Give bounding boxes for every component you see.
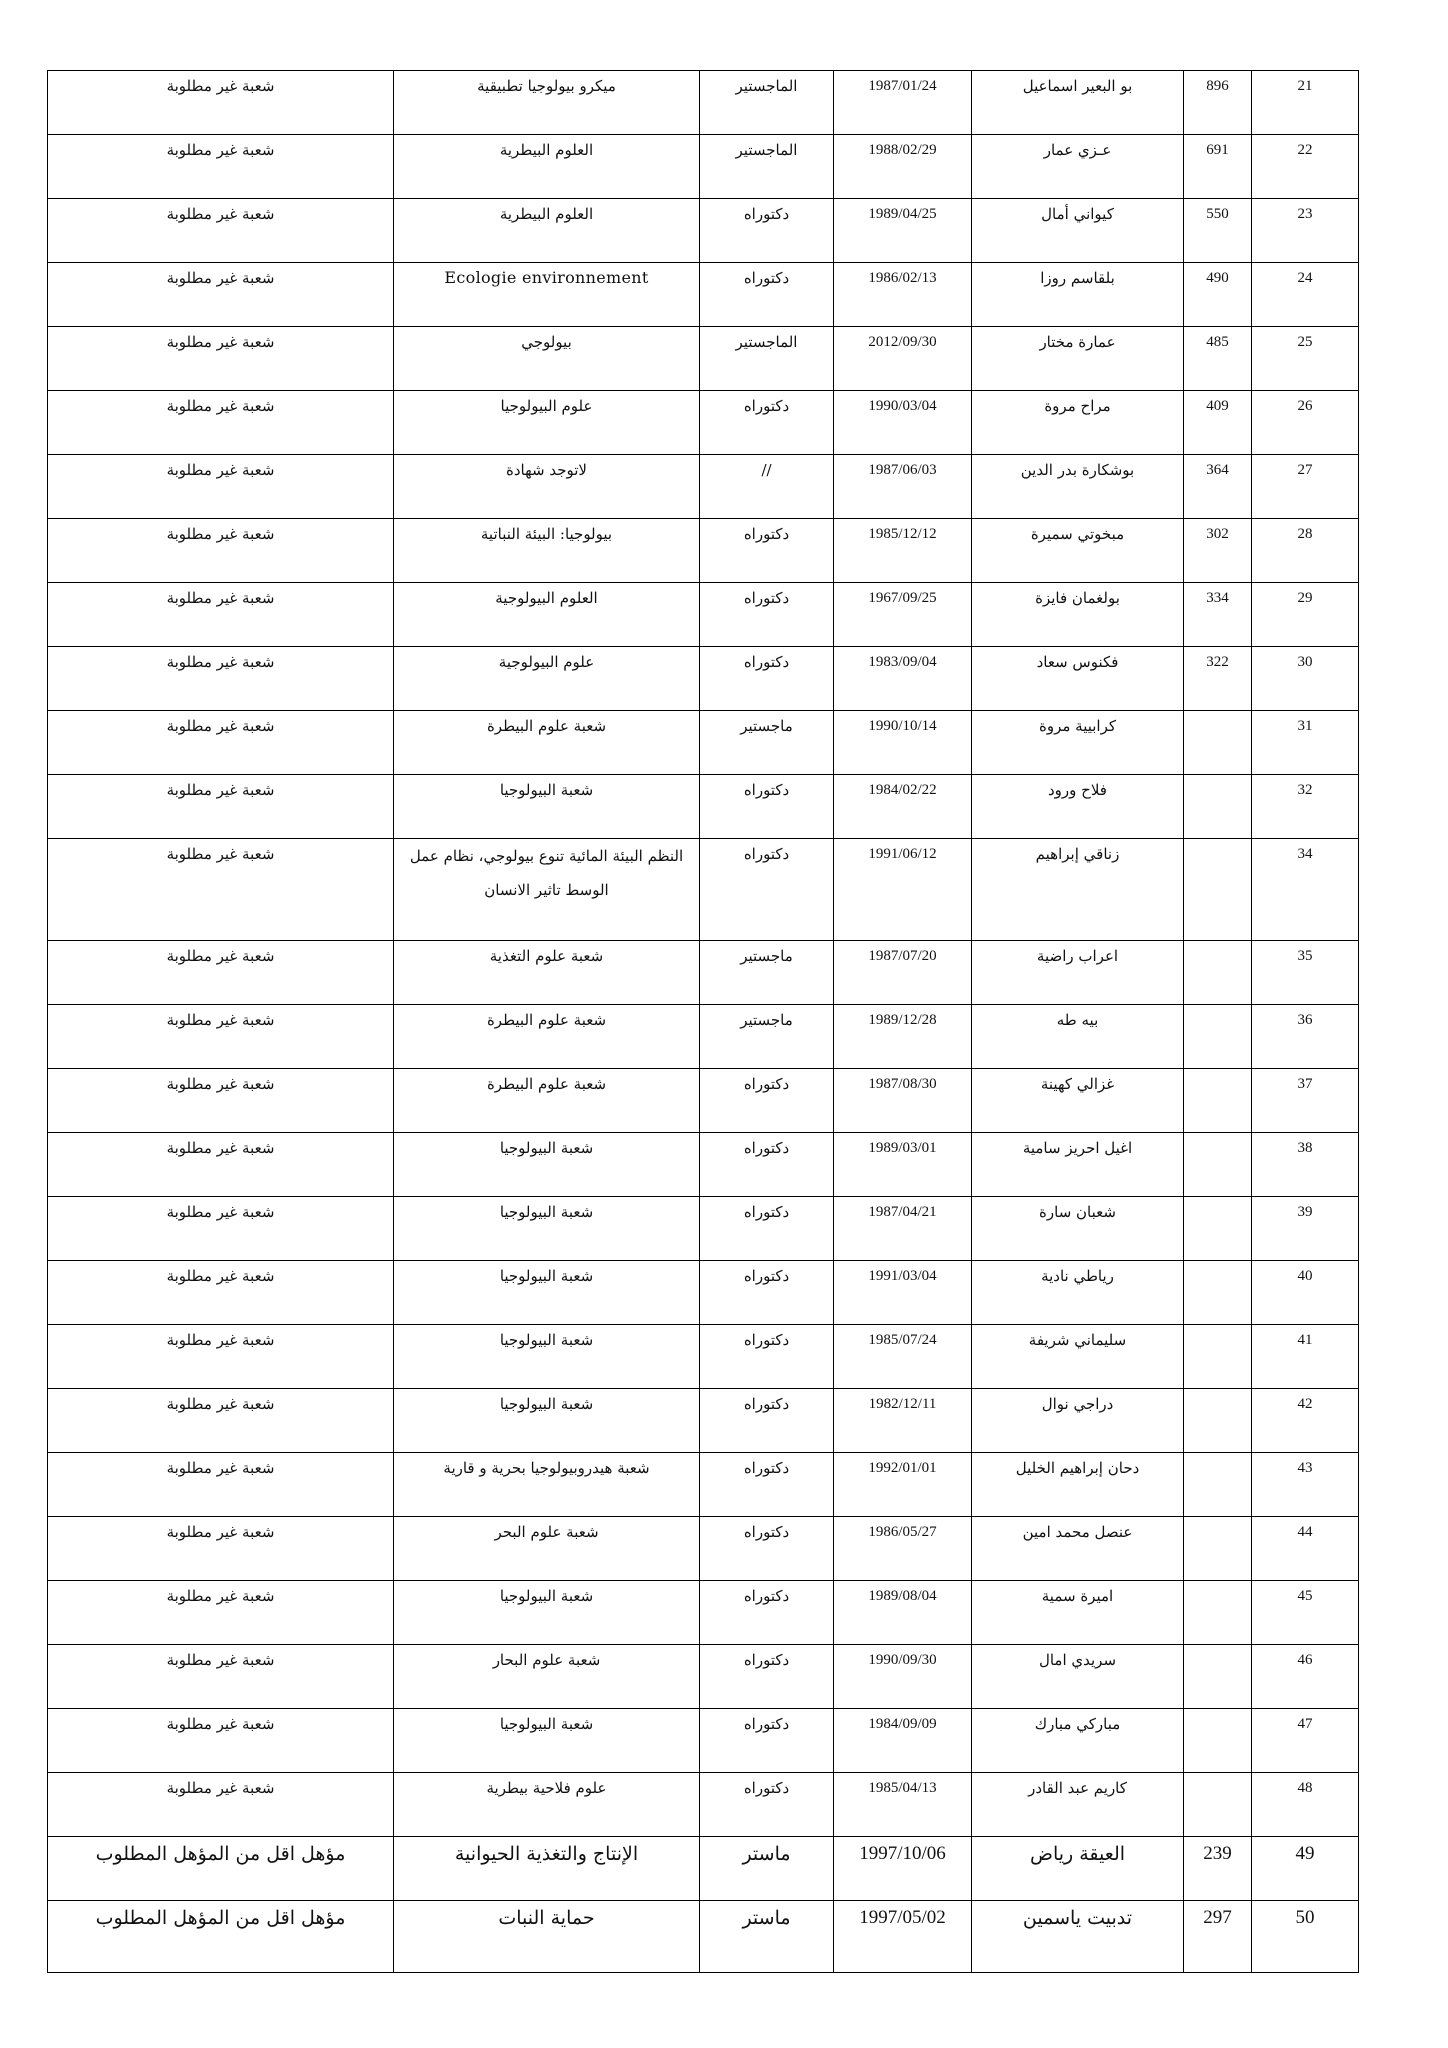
status-cell: شعبة غير مطلوبة bbox=[48, 1133, 394, 1197]
status-cell: مؤهل اقل من المؤهل المطلوب bbox=[48, 1837, 394, 1901]
row-index-cell: 40 bbox=[1252, 1261, 1359, 1325]
row-index-cell: 43 bbox=[1252, 1453, 1359, 1517]
number-cell bbox=[1184, 1453, 1252, 1517]
row-index-cell: 37 bbox=[1252, 1069, 1359, 1133]
table-row bbox=[48, 1069, 1359, 1133]
row-index-cell: 22 bbox=[1252, 135, 1359, 199]
name-cell: اغيل احريز سامية bbox=[972, 1133, 1184, 1197]
number-cell bbox=[1184, 1325, 1252, 1389]
status-cell: مؤهل اقل من المؤهل المطلوب bbox=[48, 1901, 394, 1973]
table-row bbox=[48, 1709, 1359, 1773]
specialty-cell: بيولوجي bbox=[394, 327, 700, 391]
number-cell bbox=[1184, 1389, 1252, 1453]
specialty-cell: Ecologie environnement bbox=[394, 263, 700, 327]
row-index-cell: 50 bbox=[1252, 1901, 1359, 1973]
number-cell bbox=[1184, 941, 1252, 1005]
number-cell bbox=[1184, 1773, 1252, 1837]
degree-cell: ماجستير bbox=[700, 711, 834, 775]
status-cell: شعبة غير مطلوبة bbox=[48, 391, 394, 455]
status-cell: شعبة غير مطلوبة bbox=[48, 1645, 394, 1709]
specialty-cell: شعبة البيولوجيا bbox=[394, 775, 700, 839]
row-index-cell: 38 bbox=[1252, 1133, 1359, 1197]
number-cell bbox=[1184, 711, 1252, 775]
status-cell: شعبة غير مطلوبة bbox=[48, 1389, 394, 1453]
status-cell: شعبة غير مطلوبة bbox=[48, 263, 394, 327]
specialty-cell: علوم فلاحية بيطرية bbox=[394, 1773, 700, 1837]
row-index-cell: 36 bbox=[1252, 1005, 1359, 1069]
birth-date-cell: 1987/01/24 bbox=[834, 71, 972, 135]
name-cell: كاريم عبد القادر bbox=[972, 1773, 1184, 1837]
degree-cell: دكتوراه bbox=[700, 1133, 834, 1197]
specialty-cell: شعبة علوم البيطرة bbox=[394, 1005, 700, 1069]
degree-cell: الماجستير bbox=[700, 327, 834, 391]
number-cell: 239 bbox=[1184, 1837, 1252, 1901]
specialty-cell: الإنتاج والتغذية الحيوانية bbox=[394, 1837, 700, 1901]
table-row bbox=[48, 135, 1359, 199]
birth-date-cell: 1984/02/22 bbox=[834, 775, 972, 839]
degree-cell: دكتوراه bbox=[700, 1581, 834, 1645]
status-cell: شعبة غير مطلوبة bbox=[48, 519, 394, 583]
status-cell: شعبة غير مطلوبة bbox=[48, 1197, 394, 1261]
degree-cell: دكتوراه bbox=[700, 199, 834, 263]
birth-date-cell: 1987/07/20 bbox=[834, 941, 972, 1005]
status-cell: شعبة غير مطلوبة bbox=[48, 1709, 394, 1773]
birth-date-cell: 1990/09/30 bbox=[834, 1645, 972, 1709]
status-cell: شعبة غير مطلوبة bbox=[48, 1069, 394, 1133]
name-cell: شعبان سارة bbox=[972, 1197, 1184, 1261]
degree-cell: دكتوراه bbox=[700, 1325, 834, 1389]
number-cell bbox=[1184, 1261, 1252, 1325]
degree-cell: دكتوراه bbox=[700, 1069, 834, 1133]
degree-cell: دكتوراه bbox=[700, 1197, 834, 1261]
name-cell: عنصل محمد امين bbox=[972, 1517, 1184, 1581]
number-cell bbox=[1184, 775, 1252, 839]
table-row bbox=[48, 391, 1359, 455]
name-cell: مباركي مبارك bbox=[972, 1709, 1184, 1773]
degree-cell: ماجستير bbox=[700, 941, 834, 1005]
status-cell: شعبة غير مطلوبة bbox=[48, 1453, 394, 1517]
birth-date-cell: 1987/08/30 bbox=[834, 1069, 972, 1133]
birth-date-cell: 1990/10/14 bbox=[834, 711, 972, 775]
row-index-cell: 24 bbox=[1252, 263, 1359, 327]
table-row bbox=[48, 839, 1359, 941]
birth-date-cell: 1989/12/28 bbox=[834, 1005, 972, 1069]
specialty-cell: شعبة البيولوجيا bbox=[394, 1389, 700, 1453]
degree-cell: الماجستير bbox=[700, 71, 834, 135]
row-index-cell: 35 bbox=[1252, 941, 1359, 1005]
specialty-cell: شعبة البيولوجيا bbox=[394, 1325, 700, 1389]
name-cell: عـزي عمار bbox=[972, 135, 1184, 199]
status-cell: شعبة غير مطلوبة bbox=[48, 1581, 394, 1645]
status-cell: شعبة غير مطلوبة bbox=[48, 327, 394, 391]
row-index-cell: 49 bbox=[1252, 1837, 1359, 1901]
specialty-cell: شعبة علوم التغذية bbox=[394, 941, 700, 1005]
status-cell: شعبة غير مطلوبة bbox=[48, 941, 394, 1005]
specialty-cell: بيولوجيا: البيئة النباتية bbox=[394, 519, 700, 583]
birth-date-cell: 1983/09/04 bbox=[834, 647, 972, 711]
number-cell: 297 bbox=[1184, 1901, 1252, 1973]
name-cell: كرابيية مروة bbox=[972, 711, 1184, 775]
row-index-cell: 26 bbox=[1252, 391, 1359, 455]
table-row bbox=[48, 1837, 1359, 1901]
birth-date-cell: 1985/04/13 bbox=[834, 1773, 972, 1837]
degree-cell: دكتوراه bbox=[700, 583, 834, 647]
birth-date-cell: 1992/01/01 bbox=[834, 1453, 972, 1517]
status-cell: شعبة غير مطلوبة bbox=[48, 1325, 394, 1389]
number-cell: 364 bbox=[1184, 455, 1252, 519]
name-cell: اميرة سمية bbox=[972, 1581, 1184, 1645]
name-cell: فلاح ورود bbox=[972, 775, 1184, 839]
table-row bbox=[48, 1453, 1359, 1517]
degree-cell: ماستر bbox=[700, 1837, 834, 1901]
row-index-cell: 34 bbox=[1252, 839, 1359, 941]
name-cell: بلقاسم روزا bbox=[972, 263, 1184, 327]
status-cell: شعبة غير مطلوبة bbox=[48, 1005, 394, 1069]
specialty-cell: العلوم البيطرية bbox=[394, 199, 700, 263]
degree-cell: دكتوراه bbox=[700, 391, 834, 455]
birth-date-cell: 1988/02/29 bbox=[834, 135, 972, 199]
specialty-cell: العلوم البيطرية bbox=[394, 135, 700, 199]
name-cell: بولغمان فايزة bbox=[972, 583, 1184, 647]
status-cell: شعبة غير مطلوبة bbox=[48, 839, 394, 941]
birth-date-cell: 1967/09/25 bbox=[834, 583, 972, 647]
birth-date-cell: 1986/02/13 bbox=[834, 263, 972, 327]
status-cell: شعبة غير مطلوبة bbox=[48, 647, 394, 711]
status-cell: شعبة غير مطلوبة bbox=[48, 199, 394, 263]
specialty-cell: النظم البيئة المائية تنوع بيولوجي، نظام عمل الوسط تاثير الانسان bbox=[394, 839, 700, 941]
table-row bbox=[48, 1517, 1359, 1581]
specialty-cell: شعبة البيولوجيا bbox=[394, 1261, 700, 1325]
table-row bbox=[48, 1645, 1359, 1709]
table-row bbox=[48, 1389, 1359, 1453]
specialty-cell: شعبة البيولوجيا bbox=[394, 1133, 700, 1197]
specialty-cell: شعبة علوم البحر bbox=[394, 1517, 700, 1581]
name-cell: عمارة مختار bbox=[972, 327, 1184, 391]
number-cell: 550 bbox=[1184, 199, 1252, 263]
specialty-cell: شعبة علوم البيطرة bbox=[394, 1069, 700, 1133]
name-cell: دراجي نوال bbox=[972, 1389, 1184, 1453]
row-index-cell: 31 bbox=[1252, 711, 1359, 775]
number-cell bbox=[1184, 1645, 1252, 1709]
specialty-cell: علوم البيولوجية bbox=[394, 647, 700, 711]
degree-cell: دكتوراه bbox=[700, 775, 834, 839]
specialty-cell: العلوم البيولوجية bbox=[394, 583, 700, 647]
degree-cell: الماجستير bbox=[700, 135, 834, 199]
degree-cell: دكتوراه bbox=[700, 1517, 834, 1581]
degree-cell: دكتوراه bbox=[700, 1645, 834, 1709]
birth-date-cell: 1985/07/24 bbox=[834, 1325, 972, 1389]
row-index-cell: 28 bbox=[1252, 519, 1359, 583]
status-cell: شعبة غير مطلوبة bbox=[48, 583, 394, 647]
birth-date-cell: 1982/12/11 bbox=[834, 1389, 972, 1453]
number-cell bbox=[1184, 1069, 1252, 1133]
specialty-cell: شعبة هيدروبيولوجيا بحرية و قارية bbox=[394, 1453, 700, 1517]
specialty-cell: شعبة البيولوجيا bbox=[394, 1581, 700, 1645]
number-cell bbox=[1184, 839, 1252, 941]
birth-date-cell: 1987/06/03 bbox=[834, 455, 972, 519]
degree-cell: ماستر bbox=[700, 1901, 834, 1973]
row-index-cell: 25 bbox=[1252, 327, 1359, 391]
name-cell: زناقي إبراهيم bbox=[972, 839, 1184, 941]
row-index-cell: 41 bbox=[1252, 1325, 1359, 1389]
number-cell bbox=[1184, 1133, 1252, 1197]
birth-date-cell: 1989/08/04 bbox=[834, 1581, 972, 1645]
name-cell: دحان إبراهيم الخليل bbox=[972, 1453, 1184, 1517]
name-cell: مراح مروة bbox=[972, 391, 1184, 455]
name-cell: بوشكارة بدر الدين bbox=[972, 455, 1184, 519]
birth-date-cell: 1985/12/12 bbox=[834, 519, 972, 583]
specialty-cell: ميكرو بيولوجيا تطبيقية bbox=[394, 71, 700, 135]
table-row bbox=[48, 1773, 1359, 1837]
table-row bbox=[48, 519, 1359, 583]
degree-cell: دكتوراه bbox=[700, 1389, 834, 1453]
name-cell: سليماني شريفة bbox=[972, 1325, 1184, 1389]
number-cell: 896 bbox=[1184, 71, 1252, 135]
number-cell: 490 bbox=[1184, 263, 1252, 327]
number-cell: 334 bbox=[1184, 583, 1252, 647]
table-row bbox=[48, 263, 1359, 327]
table-row bbox=[48, 71, 1359, 135]
row-index-cell: 46 bbox=[1252, 1645, 1359, 1709]
row-index-cell: 42 bbox=[1252, 1389, 1359, 1453]
specialty-cell: شعبة علوم البحار bbox=[394, 1645, 700, 1709]
row-index-cell: 29 bbox=[1252, 583, 1359, 647]
row-index-cell: 47 bbox=[1252, 1709, 1359, 1773]
degree-cell: دكتوراه bbox=[700, 1453, 834, 1517]
name-cell: رياطي نادية bbox=[972, 1261, 1184, 1325]
table-row bbox=[48, 199, 1359, 263]
table-row bbox=[48, 1901, 1359, 1973]
status-cell: شعبة غير مطلوبة bbox=[48, 455, 394, 519]
name-cell: بو البعير اسماعيل bbox=[972, 71, 1184, 135]
birth-date-cell: 1997/10/06 bbox=[834, 1837, 972, 1901]
table-row bbox=[48, 941, 1359, 1005]
row-index-cell: 27 bbox=[1252, 455, 1359, 519]
birth-date-cell: 1990/03/04 bbox=[834, 391, 972, 455]
number-cell bbox=[1184, 1197, 1252, 1261]
name-cell: سريدي امال bbox=[972, 1645, 1184, 1709]
birth-date-cell: 1986/05/27 bbox=[834, 1517, 972, 1581]
row-index-cell: 32 bbox=[1252, 775, 1359, 839]
number-cell: 322 bbox=[1184, 647, 1252, 711]
name-cell: العيقة رياض bbox=[972, 1837, 1184, 1901]
degree-cell: دكتوراه bbox=[700, 1773, 834, 1837]
status-cell: شعبة غير مطلوبة bbox=[48, 1261, 394, 1325]
row-index-cell: 39 bbox=[1252, 1197, 1359, 1261]
number-cell: 409 bbox=[1184, 391, 1252, 455]
name-cell: تدبيت ياسمين bbox=[972, 1901, 1184, 1973]
birth-date-cell: 1987/04/21 bbox=[834, 1197, 972, 1261]
table-row bbox=[48, 583, 1359, 647]
specialty-cell: لاتوجد شهادة bbox=[394, 455, 700, 519]
row-index-cell: 30 bbox=[1252, 647, 1359, 711]
name-cell: غزالي كهينة bbox=[972, 1069, 1184, 1133]
birth-date-cell: 1991/06/12 bbox=[834, 839, 972, 941]
number-cell bbox=[1184, 1709, 1252, 1773]
row-index-cell: 44 bbox=[1252, 1517, 1359, 1581]
table-row bbox=[48, 1325, 1359, 1389]
row-index-cell: 23 bbox=[1252, 199, 1359, 263]
birth-date-cell: 1997/05/02 bbox=[834, 1901, 972, 1973]
degree-cell: دكتوراه bbox=[700, 263, 834, 327]
birth-date-cell: 1991/03/04 bbox=[834, 1261, 972, 1325]
specialty-cell: حماية النبات bbox=[394, 1901, 700, 1973]
name-cell: فكنوس سعاد bbox=[972, 647, 1184, 711]
table-row bbox=[48, 775, 1359, 839]
birth-date-cell: 1984/09/09 bbox=[834, 1709, 972, 1773]
specialty-cell: شعبة علوم البيطرة bbox=[394, 711, 700, 775]
birth-date-cell: 1989/03/01 bbox=[834, 1133, 972, 1197]
number-cell bbox=[1184, 1517, 1252, 1581]
name-cell: مبخوتي سميرة bbox=[972, 519, 1184, 583]
degree-cell: دكتوراه bbox=[700, 1261, 834, 1325]
status-cell: شعبة غير مطلوبة bbox=[48, 1517, 394, 1581]
table-row bbox=[48, 455, 1359, 519]
degree-cell: ماجستير bbox=[700, 1005, 834, 1069]
number-cell bbox=[1184, 1581, 1252, 1645]
table-row bbox=[48, 711, 1359, 775]
candidates-table bbox=[47, 70, 1359, 1973]
name-cell: بيه طه bbox=[972, 1005, 1184, 1069]
degree-cell: دكتوراه bbox=[700, 519, 834, 583]
number-cell: 302 bbox=[1184, 519, 1252, 583]
status-cell: شعبة غير مطلوبة bbox=[48, 1773, 394, 1837]
number-cell bbox=[1184, 1005, 1252, 1069]
table-row bbox=[48, 1261, 1359, 1325]
table-row bbox=[48, 1197, 1359, 1261]
specialty-cell: شعبة البيولوجيا bbox=[394, 1709, 700, 1773]
row-index-cell: 21 bbox=[1252, 71, 1359, 135]
status-cell: شعبة غير مطلوبة bbox=[48, 71, 394, 135]
degree-cell: // bbox=[700, 455, 834, 519]
number-cell: 485 bbox=[1184, 327, 1252, 391]
table-row bbox=[48, 647, 1359, 711]
name-cell: اعراب راضية bbox=[972, 941, 1184, 1005]
status-cell: شعبة غير مطلوبة bbox=[48, 711, 394, 775]
row-index-cell: 48 bbox=[1252, 1773, 1359, 1837]
birth-date-cell: 2012/09/30 bbox=[834, 327, 972, 391]
birth-date-cell: 1989/04/25 bbox=[834, 199, 972, 263]
table-row bbox=[48, 1133, 1359, 1197]
name-cell: كيواني أمال bbox=[972, 199, 1184, 263]
table-row bbox=[48, 327, 1359, 391]
specialty-cell: علوم البيولوجيا bbox=[394, 391, 700, 455]
status-cell: شعبة غير مطلوبة bbox=[48, 135, 394, 199]
specialty-cell: شعبة البيولوجيا bbox=[394, 1197, 700, 1261]
degree-cell: دكتوراه bbox=[700, 1709, 834, 1773]
number-cell: 691 bbox=[1184, 135, 1252, 199]
status-cell: شعبة غير مطلوبة bbox=[48, 775, 394, 839]
degree-cell: دكتوراه bbox=[700, 647, 834, 711]
row-index-cell: 45 bbox=[1252, 1581, 1359, 1645]
degree-cell: دكتوراه bbox=[700, 839, 834, 941]
table-row bbox=[48, 1005, 1359, 1069]
table-row bbox=[48, 1581, 1359, 1645]
